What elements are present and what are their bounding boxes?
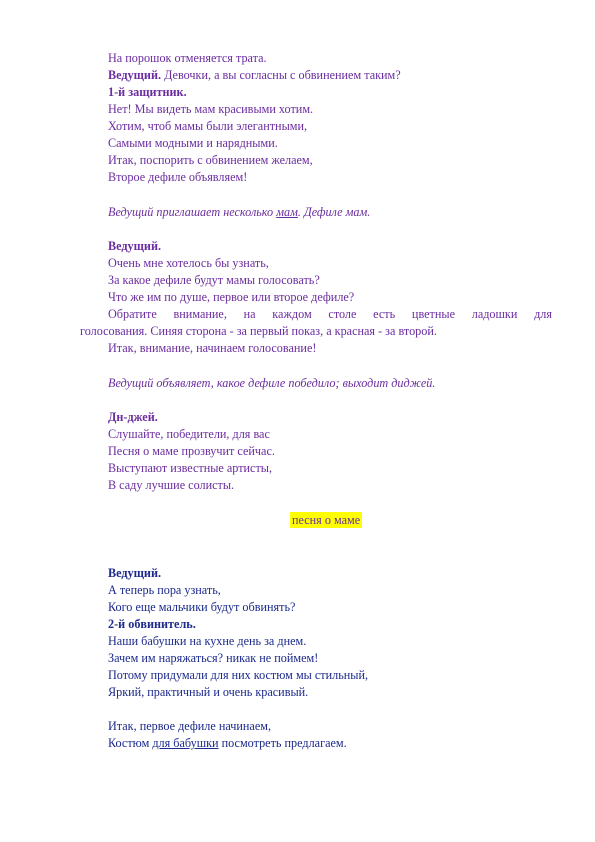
text-line bbox=[108, 67, 401, 84]
text-line: Потому придумали для них костюм мы стильный, bbox=[108, 668, 369, 682]
text-line: Наши бабушки на кухне день за днем. bbox=[108, 634, 307, 648]
text-line: Второе дефиле объявляем! bbox=[108, 170, 248, 184]
text-line: Хотим, чтоб мамы были элегантными, bbox=[108, 119, 308, 133]
underlined-phrase: для бабушки bbox=[152, 736, 219, 750]
underlined-word: мам bbox=[276, 205, 298, 219]
speaker-label: Ведущий. bbox=[108, 68, 162, 82]
speaker-label: Ведущий. bbox=[108, 239, 162, 253]
text-line: Что же им по душе, первое или второе дефиле? bbox=[108, 290, 355, 304]
text-line: Нет! Мы видеть мам красивыми хотим. bbox=[108, 102, 314, 116]
stage-direction: Ведущий объявляет, какое дефиле победило; выходит диджей. bbox=[108, 376, 436, 390]
text-line: Песня о маме прозвучит сейчас. bbox=[108, 444, 275, 458]
speaker-label: Дн-джей. bbox=[108, 410, 158, 424]
text-line: На порошок отменяется трата. bbox=[108, 51, 267, 65]
text-line: А теперь пора узнать, bbox=[108, 583, 221, 597]
text-line-justified: Обратите внимание, на каждом столе есть цветные ладошки для bbox=[108, 307, 552, 321]
speaker-label: Ведущий. bbox=[108, 566, 162, 580]
text-line: Выступают известные артисты, bbox=[108, 461, 273, 475]
song-highlight: песня о маме bbox=[292, 513, 361, 527]
stage-direction: Ведущий приглашает несколько мам. Дефиле мам. bbox=[108, 205, 371, 219]
text-line: В саду лучшие солисты. bbox=[108, 478, 235, 492]
text-line: Итак, внимание, начинаем голосование! bbox=[108, 341, 317, 355]
text-line: голосования. Синяя сторона - за первый показ, а красная - за второй. bbox=[80, 324, 437, 338]
role-heading: 2-й обвинитель. bbox=[108, 617, 196, 631]
role-heading: 1-й защитник. bbox=[108, 85, 187, 99]
text-line: За какое дефиле будут мамы голосовать? bbox=[108, 273, 320, 287]
text-line: Очень мне хотелось бы узнать, bbox=[108, 256, 269, 270]
text-line: Костюм для бабушки посмотреть предлагаем. bbox=[108, 736, 347, 750]
speech-text: Девочки, а вы согласны с обвинением таким? bbox=[161, 68, 401, 82]
song-title bbox=[290, 512, 362, 529]
text-line: Слушайте, победители, для вас bbox=[108, 427, 270, 441]
text-line: Кого еще мальчики будут обвинять? bbox=[108, 600, 296, 614]
text-line: Зачем им наряжаться? никак не поймем! bbox=[108, 651, 319, 665]
text-line: Яркий, практичный и очень красивый. bbox=[108, 685, 309, 699]
text-line: Итак, поспорить с обвинением желаем, bbox=[108, 153, 313, 167]
text-line: Итак, первое дефиле начинаем, bbox=[108, 719, 272, 733]
text-line: Самыми модными и нарядными. bbox=[108, 136, 278, 150]
